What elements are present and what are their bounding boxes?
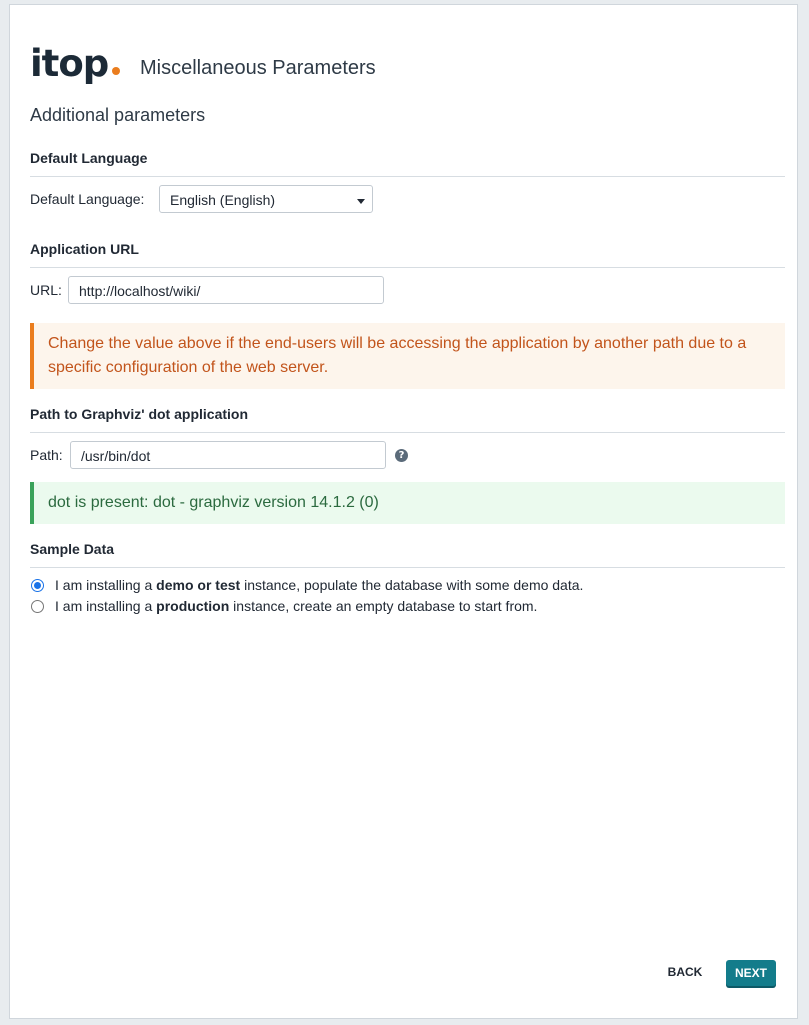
back-button[interactable]: BACK (667, 965, 703, 979)
default-language-value: English (English) (170, 192, 276, 208)
logo-dot (112, 67, 120, 75)
divider (30, 267, 785, 268)
page-title: Miscellaneous Parameters (140, 56, 376, 79)
production-option-text: I am installing a production instance, create an empty database to start from. (55, 598, 538, 614)
demo-option-text: I am installing a demo or test instance, populate the database with some demo data. (55, 577, 584, 593)
path-label: Path: (30, 447, 63, 463)
section-title: Additional parameters (30, 105, 206, 125)
path-input-value: /usr/bin/dot (81, 448, 151, 464)
sample-data-option-production[interactable] (31, 598, 537, 614)
graphviz-status-text: dot is present: dot - graphviz version 14.1.2 (0) (48, 494, 379, 511)
url-label: URL: (30, 282, 62, 298)
logo-text: itop (30, 42, 109, 85)
default-language-select[interactable] (159, 185, 373, 213)
url-warning-text: Change the value above if the end-users will be accessing the application by another path due to a specific configuration of the web server. (48, 335, 747, 376)
url-input[interactable] (68, 276, 384, 304)
application-url-heading: Application URL (30, 241, 139, 257)
graphviz-heading: Path to Graphviz' dot application (30, 406, 249, 422)
url-input-value: http://localhost/wiki/ (79, 283, 201, 299)
header (30, 41, 376, 91)
question-circle-icon[interactable]: ? (395, 449, 408, 462)
path-input[interactable] (70, 441, 386, 469)
url-warning-alert (30, 323, 785, 389)
setup-panel (9, 4, 798, 1019)
divider (30, 432, 785, 433)
sample-data-heading: Sample Data (30, 541, 115, 557)
graphviz-status-alert (30, 482, 785, 524)
itop-logo (30, 42, 122, 90)
production-radio[interactable] (31, 600, 44, 613)
default-language-heading: Default Language (30, 150, 148, 166)
default-language-label: Default Language: (30, 191, 145, 207)
sample-data-option-demo[interactable] (31, 577, 583, 593)
divider (30, 176, 785, 177)
next-button[interactable]: NEXT (726, 960, 776, 986)
demo-radio[interactable] (31, 579, 44, 592)
caret-down-icon (357, 199, 365, 204)
divider (30, 567, 785, 568)
